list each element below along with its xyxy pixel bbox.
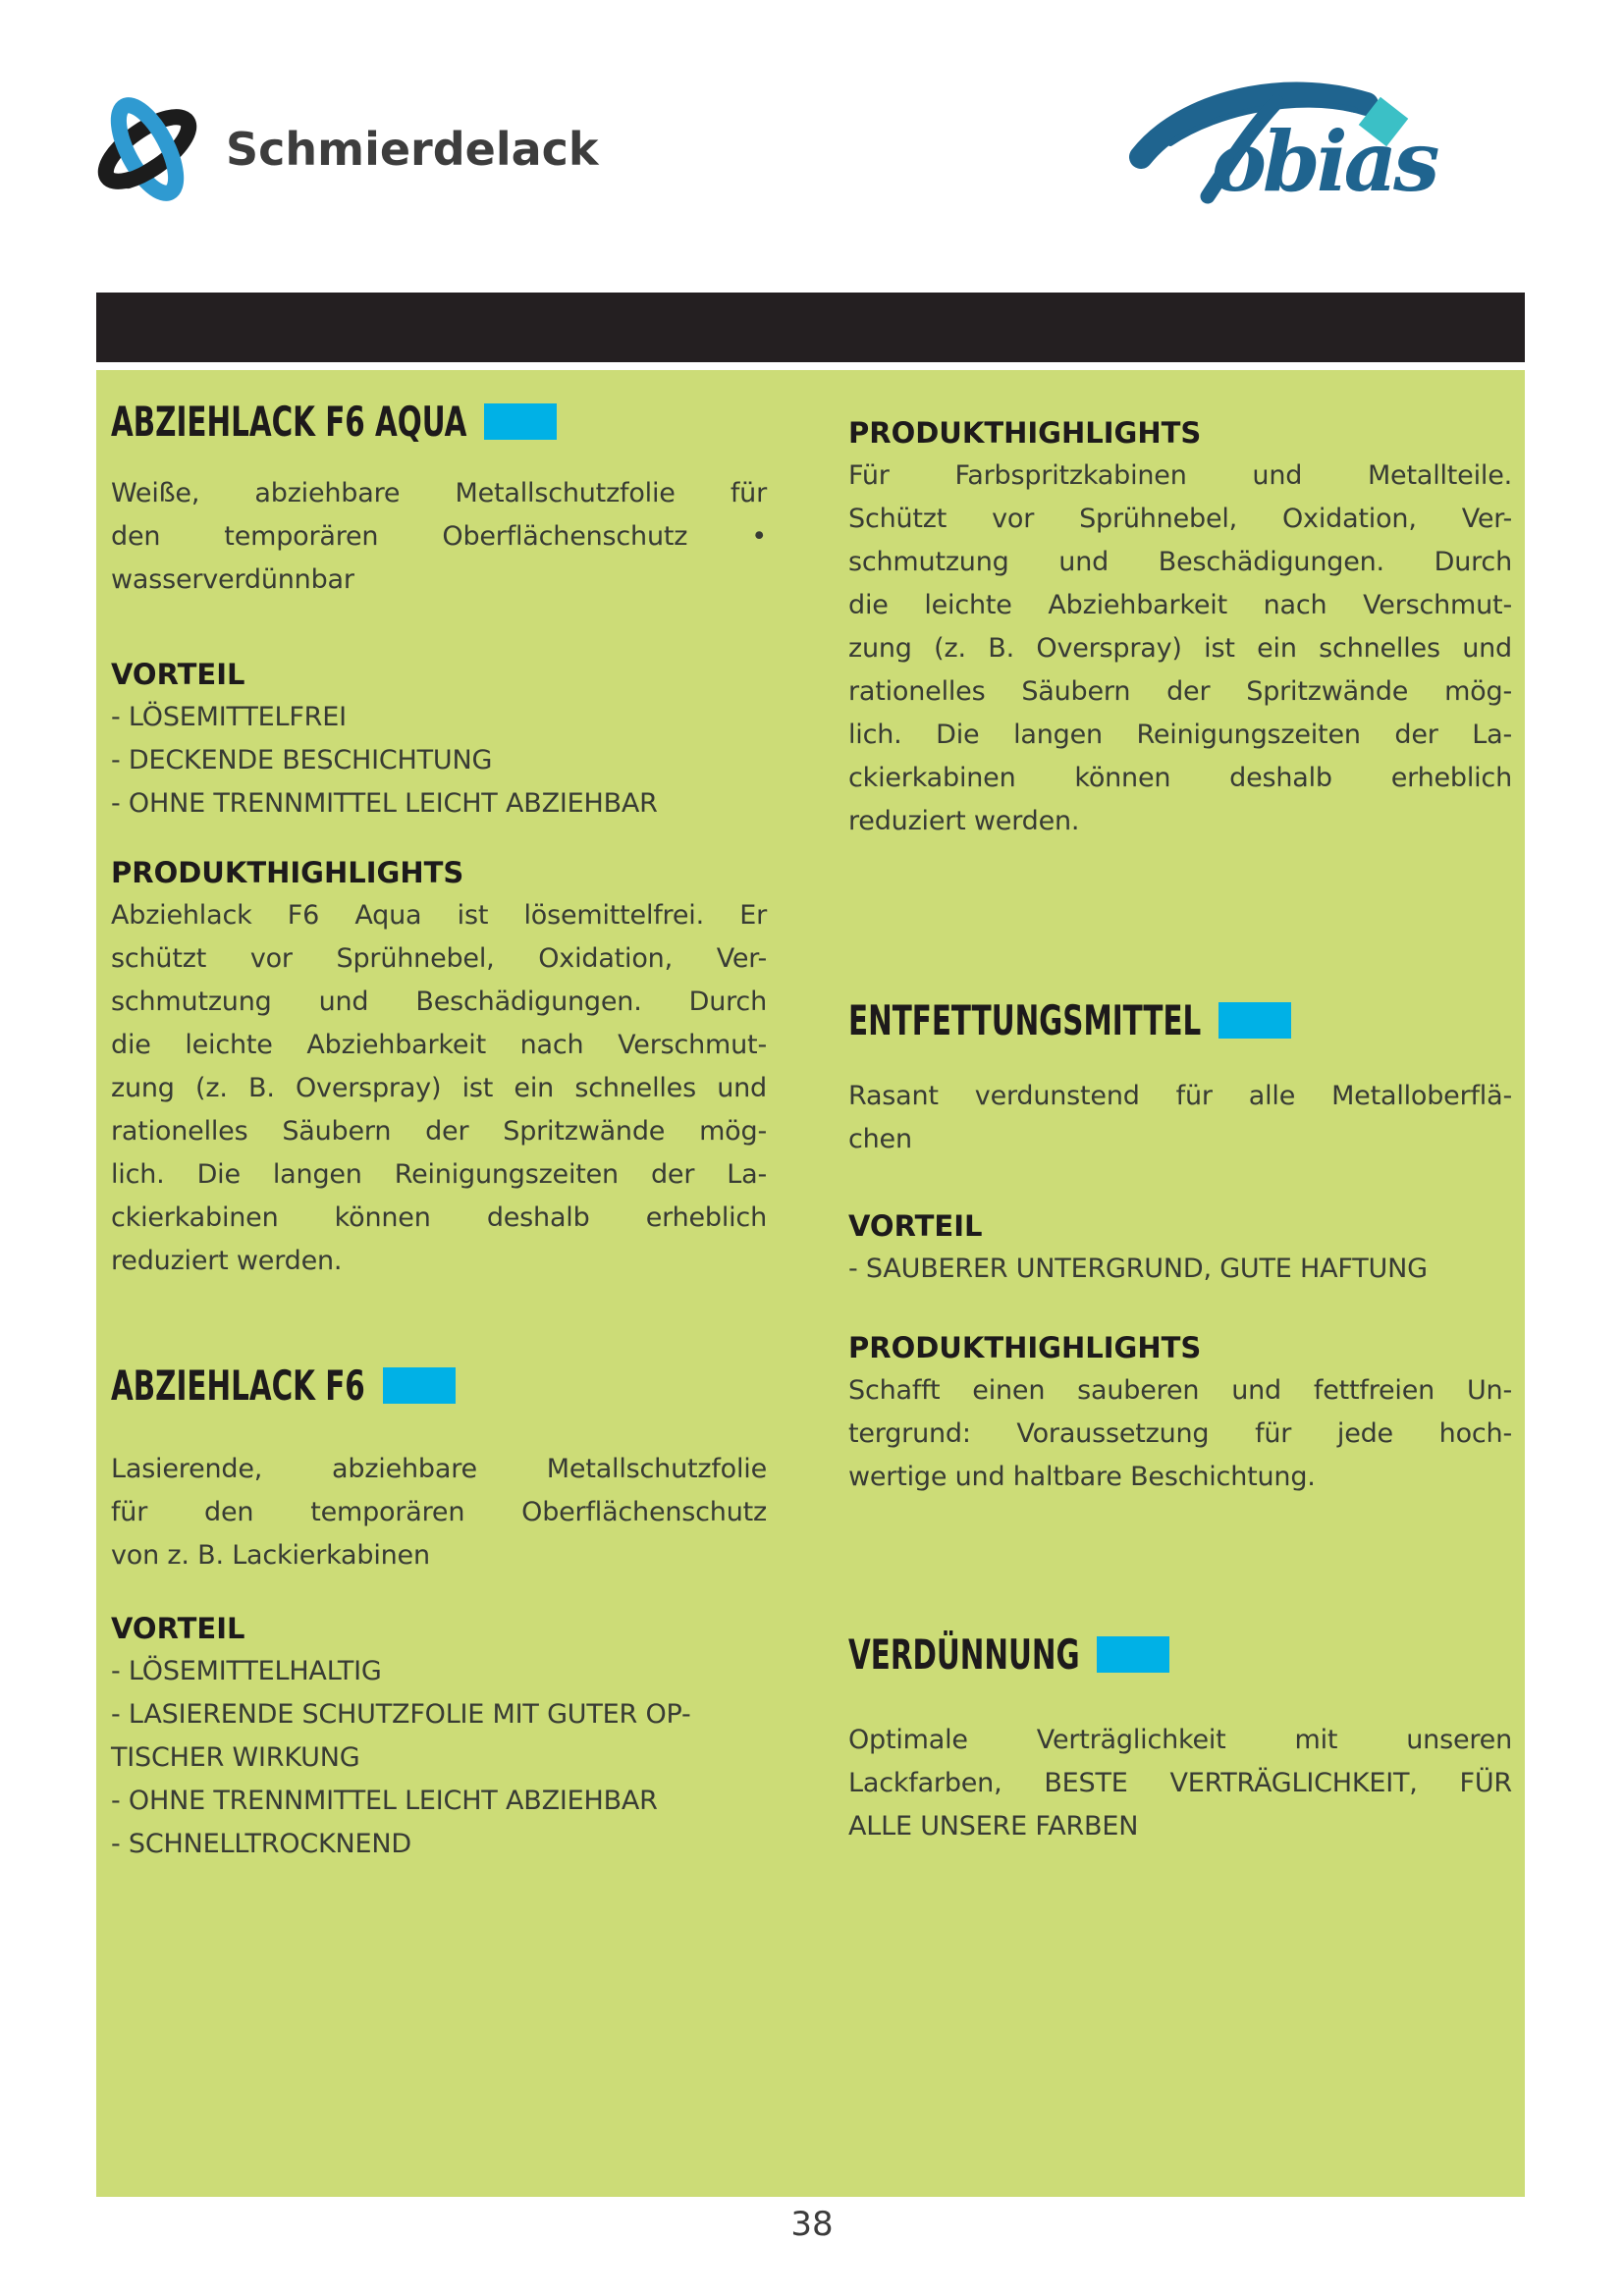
text-line: - OHNE TRENNMITTEL LEICHT ABZIEHBAR — [111, 788, 658, 819]
text-line: tergrund: Voraussetzung für jede hoch- — [848, 1418, 1512, 1449]
section-intro — [111, 1448, 767, 1577]
text-line: - DECKENDE BESCHICHTUNG — [111, 745, 493, 775]
header-black-bar — [96, 293, 1525, 362]
text-line: rationelles Säubern der Spritzwände mög- — [111, 1116, 767, 1147]
text-line: den temporären Oberflächenschutz • — [111, 521, 767, 552]
brand-logo-right — [1127, 63, 1490, 220]
text-line: Optimale Verträglichkeit mit unseren — [848, 1725, 1512, 1755]
interlocked-rings-icon — [86, 88, 208, 210]
text-line: - SCHNELLTROCKNEND — [111, 1829, 411, 1859]
section-intro — [848, 1075, 1512, 1161]
text-line: Lasierende, abziehbare Metallschutzfolie — [111, 1454, 767, 1484]
text-line: Schafft einen sauberen und fettfreien Un- — [848, 1375, 1512, 1406]
text-line: TISCHER WIRKUNG — [111, 1742, 360, 1773]
section-title: ABZIEHLACK F6 — [111, 1361, 365, 1410]
text-line: schmutzung und Beschädigungen. Durch — [111, 987, 767, 1017]
text-line: ALLE UNSERE FARBEN — [848, 1811, 1139, 1842]
vorteil-block — [111, 653, 767, 826]
cyan-marker — [383, 1367, 456, 1404]
produkthighlights-label: PRODUKTHIGHLIGHTS — [848, 1331, 1202, 1364]
produkthighlights-block — [848, 411, 1512, 843]
text-line: zung (z. B. Overspray) ist ein schnelles und — [111, 1073, 767, 1103]
section-abziehlack-f6-aqua-heading — [111, 396, 767, 447]
brand-name-left: Schmierdelack — [226, 123, 599, 176]
section-title: ENTFETTUNGSMITTEL — [848, 995, 1202, 1044]
brand-name-right: obias — [1212, 113, 1436, 210]
text-line: - LASIERENDE SCHUTZFOLIE MIT GUTER OP- — [111, 1699, 691, 1730]
text-line: reduziert werden. — [111, 1246, 343, 1276]
text-line: Lackfarben, BESTE VERTRÄGLICHKEIT, FÜR — [848, 1768, 1512, 1798]
produkthighlights-text — [848, 1369, 1512, 1499]
produkthighlights-label: PRODUKTHIGHLIGHTS — [848, 416, 1202, 450]
text-line: Schützt vor Sprühnebel, Oxidation, Ver- — [848, 504, 1512, 534]
produkthighlights-block — [848, 1326, 1512, 1499]
text-line: ckierkabinen können deshalb erheblich — [848, 763, 1512, 793]
text-line: - OHNE TRENNMITTEL LEICHT ABZIEHBAR — [111, 1786, 658, 1816]
cyan-marker — [1097, 1636, 1169, 1673]
text-line: - SAUBERER UNTERGRUND, GUTE HAFTUNG — [848, 1254, 1428, 1284]
text-line: von z. B. Lackierkabinen — [111, 1540, 430, 1571]
vorteil-label: VORTEIL — [111, 658, 245, 691]
vorteil-block — [111, 1607, 767, 1866]
cyan-marker — [484, 403, 557, 440]
vorteil-label: VORTEIL — [111, 1612, 245, 1645]
text-line: die leichte Abziehbarkeit nach Verschmut- — [848, 590, 1512, 620]
text-line: Weiße, abziehbare Metallschutzfolie für — [111, 478, 767, 508]
tobias-script-logo — [1127, 63, 1490, 220]
content-panel — [96, 370, 1525, 2197]
text-line: die leichte Abziehbarkeit nach Verschmut- — [111, 1030, 767, 1060]
produkthighlights-text — [111, 894, 767, 1283]
text-line: - LÖSEMITTELFREI — [111, 702, 347, 732]
cyan-marker — [1218, 1002, 1291, 1039]
vorteil-block — [848, 1204, 1512, 1291]
text-line: wasserverdünnbar — [111, 564, 354, 595]
text-line: ckierkabinen können deshalb erheblich — [111, 1202, 767, 1233]
text-line: schützt vor Sprühnebel, Oxidation, Ver- — [111, 943, 767, 974]
text-line: lich. Die langen Reinigungszeiten der La- — [848, 720, 1512, 750]
text-line: Rasant verdunstend für alle Metalloberflä- — [848, 1081, 1512, 1111]
vorteil-label: VORTEIL — [848, 1209, 983, 1243]
text-line: schmutzung und Beschädigungen. Durch — [848, 547, 1512, 577]
vorteil-list — [111, 1650, 767, 1866]
section-verduennung-heading — [848, 1629, 1512, 1680]
text-line: zung (z. B. Overspray) ist ein schnelles und — [848, 633, 1512, 664]
vorteil-list — [848, 1248, 1512, 1291]
text-line: chen — [848, 1124, 912, 1154]
text-line: rationelles Säubern der Spritzwände mög- — [848, 676, 1512, 707]
text-line: lich. Die langen Reinigungszeiten der La- — [111, 1159, 767, 1190]
vorteil-list — [111, 696, 767, 826]
text-line: Abziehlack F6 Aqua ist lösemittelfrei. Er — [111, 900, 767, 931]
produkthighlights-text — [848, 454, 1512, 843]
produkthighlights-label: PRODUKTHIGHLIGHTS — [111, 856, 464, 889]
section-abziehlack-f6-heading — [111, 1360, 767, 1411]
section-intro — [848, 1719, 1512, 1848]
section-entfettungsmittel-heading — [848, 994, 1512, 1045]
page-number: 38 — [790, 2205, 834, 2244]
brand-logo-left — [86, 88, 599, 210]
text-line: reduziert werden. — [848, 806, 1080, 836]
text-line: wertige und haltbare Beschichtung. — [848, 1462, 1316, 1492]
section-title: ABZIEHLACK F6 AQUA — [111, 397, 467, 446]
section-intro — [111, 472, 767, 602]
produkthighlights-block — [111, 851, 767, 1283]
text-line: für den temporären Oberflächenschutz — [111, 1497, 767, 1527]
text-line: Für Farbspritzkabinen und Metallteile. — [848, 460, 1512, 491]
section-title: VERDÜNNUNG — [848, 1629, 1080, 1679]
text-line: - LÖSEMITTELHALTIG — [111, 1656, 382, 1686]
